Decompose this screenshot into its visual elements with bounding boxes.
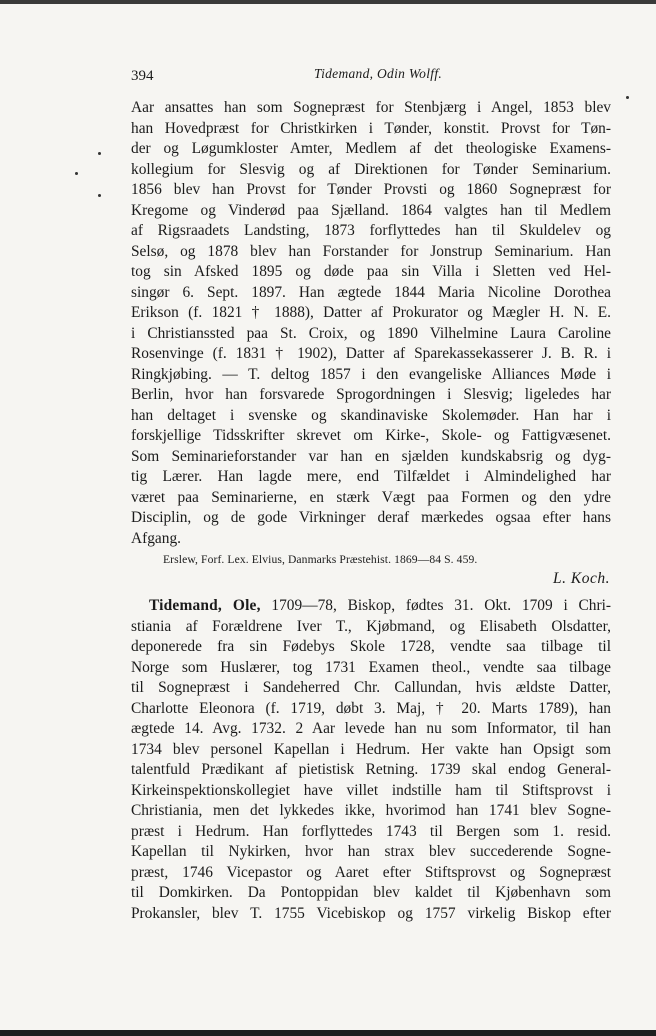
entry-tidemand-odin-wolff-continued [131,98,611,549]
page-header [131,64,611,86]
text-line: han deltaget i svenske og skandinaviske Skolemøder. Han har i [131,406,611,424]
entry-headword: Tidemand, Ole, [149,597,261,614]
text-line: tog sin Afsked 1895 og døde paa sin Villa i Sletten ved Hel- [131,263,611,280]
text-line: kollegium for Slesvig og af Direktionen for Tønder Seminarium. [131,160,611,178]
text-line: Ringkjøbing. — T. deltog 1857 i den evangeliske Alliances Møde i [131,365,611,383]
entry-first-line-text: 1709—78, Biskop, fødtes 31. Okt. 1709 i Chri- [260,597,611,614]
text-line: Erikson (f. 1821 † 1888), Datter af Prokurator og Mægler H. N. E. [131,304,611,321]
text-line: været paa Seminarierne, en stærk Vægt paa Formen og den ydre [131,488,611,506]
text-line: stiania af Forældrene Iver T., Kjøbmand, og Elisabeth Olsdatter, [131,617,611,635]
scan-speck [75,172,78,175]
text-line: Kirkeinspektionskollegiet have villet indstille ham til Stiftsprovst i [131,781,611,799]
author-signature: L. Koch. [553,570,610,587]
scan-speck [626,96,629,99]
scan-speck [98,194,101,197]
text-line: deponerede fra sin Fødebys Skole 1728, vendte saa tilbage til [131,638,611,655]
text-line: Rosenvinge (f. 1831 † 1902), Datter af Sparekassekasserer J. B. R. i [131,345,611,362]
entry-first-line [131,596,611,617]
text-line: Som Seminarieforstander var han en sjælden kundskabsrig og dyg- [131,447,611,465]
text-line: Charlotte Eleonora (f. 1719, døbt 3. Maj, † 20. Marts 1789), han [131,699,611,717]
text-line: Selsø, og 1878 blev han Forstander for Jonstrup Seminarium. Han [131,242,611,260]
text-line: præst i Hedrum. Han forflyttedes 1743 til Bergen som 1. resid. [131,822,611,840]
text-line: Berlin, hvor han forsvarede Sprogordningen i Slesvig; ligeledes har [131,386,611,403]
entry-tidemand-ole [131,596,611,924]
text-line: Kapellan til Nykirken, hvor han strax blev succederende Sogne- [131,843,611,860]
scan-bottom-edge [0,1030,656,1036]
text-line: der og Løgumkloster Amter, Medlem af det theologiske Examens- [131,140,611,157]
text-line: singør 6. Sept. 1897. Han ægtede 1844 Maria Nicoline Dorothea [131,283,611,301]
text-line: til Domkirken. Da Pontoppidan blev kaldet til Kjøbenhavn som [131,884,611,901]
text-line: Prokansler, blev T. 1755 Vicebiskop og 1757 virkelig Biskop efter [131,904,611,922]
text-line: Norge som Huslærer, tog 1731 Examen theol., vendte saa tilbage [131,658,611,676]
text-line: tig Lærer. Han lagde mere, end Tilfældet i Almindelighed har [131,468,611,485]
text-line: 1734 blev personel Kapellan i Hedrum. Her vakte han Opsigt som [131,740,611,758]
text-line: talentfuld Prædikant af pietistisk Retning. 1739 skal endog General- [131,761,611,778]
text-line: ægtede 14. Avg. 1732. 2 Aar levede han nu som Informator, til han [131,720,611,737]
text-line: Kregome og Vinderød paa Sjælland. 1864 valgtes han til Medlem [131,201,611,219]
text-line: af Rigsraadets Landsting, 1873 forflyttedes han til Skuldelev og [131,222,611,239]
text-line: i Christianssted paa St. Croix, og 1890 Vilhelmine Laura Caroline [131,324,611,342]
text-line: præst, 1746 Vicepastor og Aaret efter Stiftsprovst og Sognepræst [131,863,611,881]
page-number: 394 [131,68,154,84]
text-line: Christiania, men det lykkedes ikke, hvorimod han 1741 blev Sogne- [131,802,611,819]
text-line: forskjellige Tidsskrifter skrevet om Kirke-, Skole- og Fattigvæsenet. [131,427,611,444]
text-line: til Sognepræst i Sandeherred Chr. Callundan, hvis ældste Datter, [131,679,611,696]
scan-speck [98,152,101,155]
running-head: Tidemand, Odin Wolff. [314,66,443,81]
text-line: Afgang. [131,529,182,547]
text-line: Disciplin, og de gode Virkninger deraf mærkedes ogsaa efter hans [131,509,611,526]
text-line: Aar ansattes han som Sognepræst for Stenbjærg i Angel, 1853 blev [131,99,611,116]
text-line: 1856 blev han Provst for Tønder Provsti og 1860 Sognepræst for [131,181,611,198]
text-line: han Hovedpræst for Christkirken i Tønder, konstit. Provst for Tøn- [131,119,611,137]
bibliography-note: Erslew, Forf. Lex. Elvius, Danmarks Præstehist. 1869—84 S. 459. [163,553,478,566]
scan-top-edge [0,0,656,4]
